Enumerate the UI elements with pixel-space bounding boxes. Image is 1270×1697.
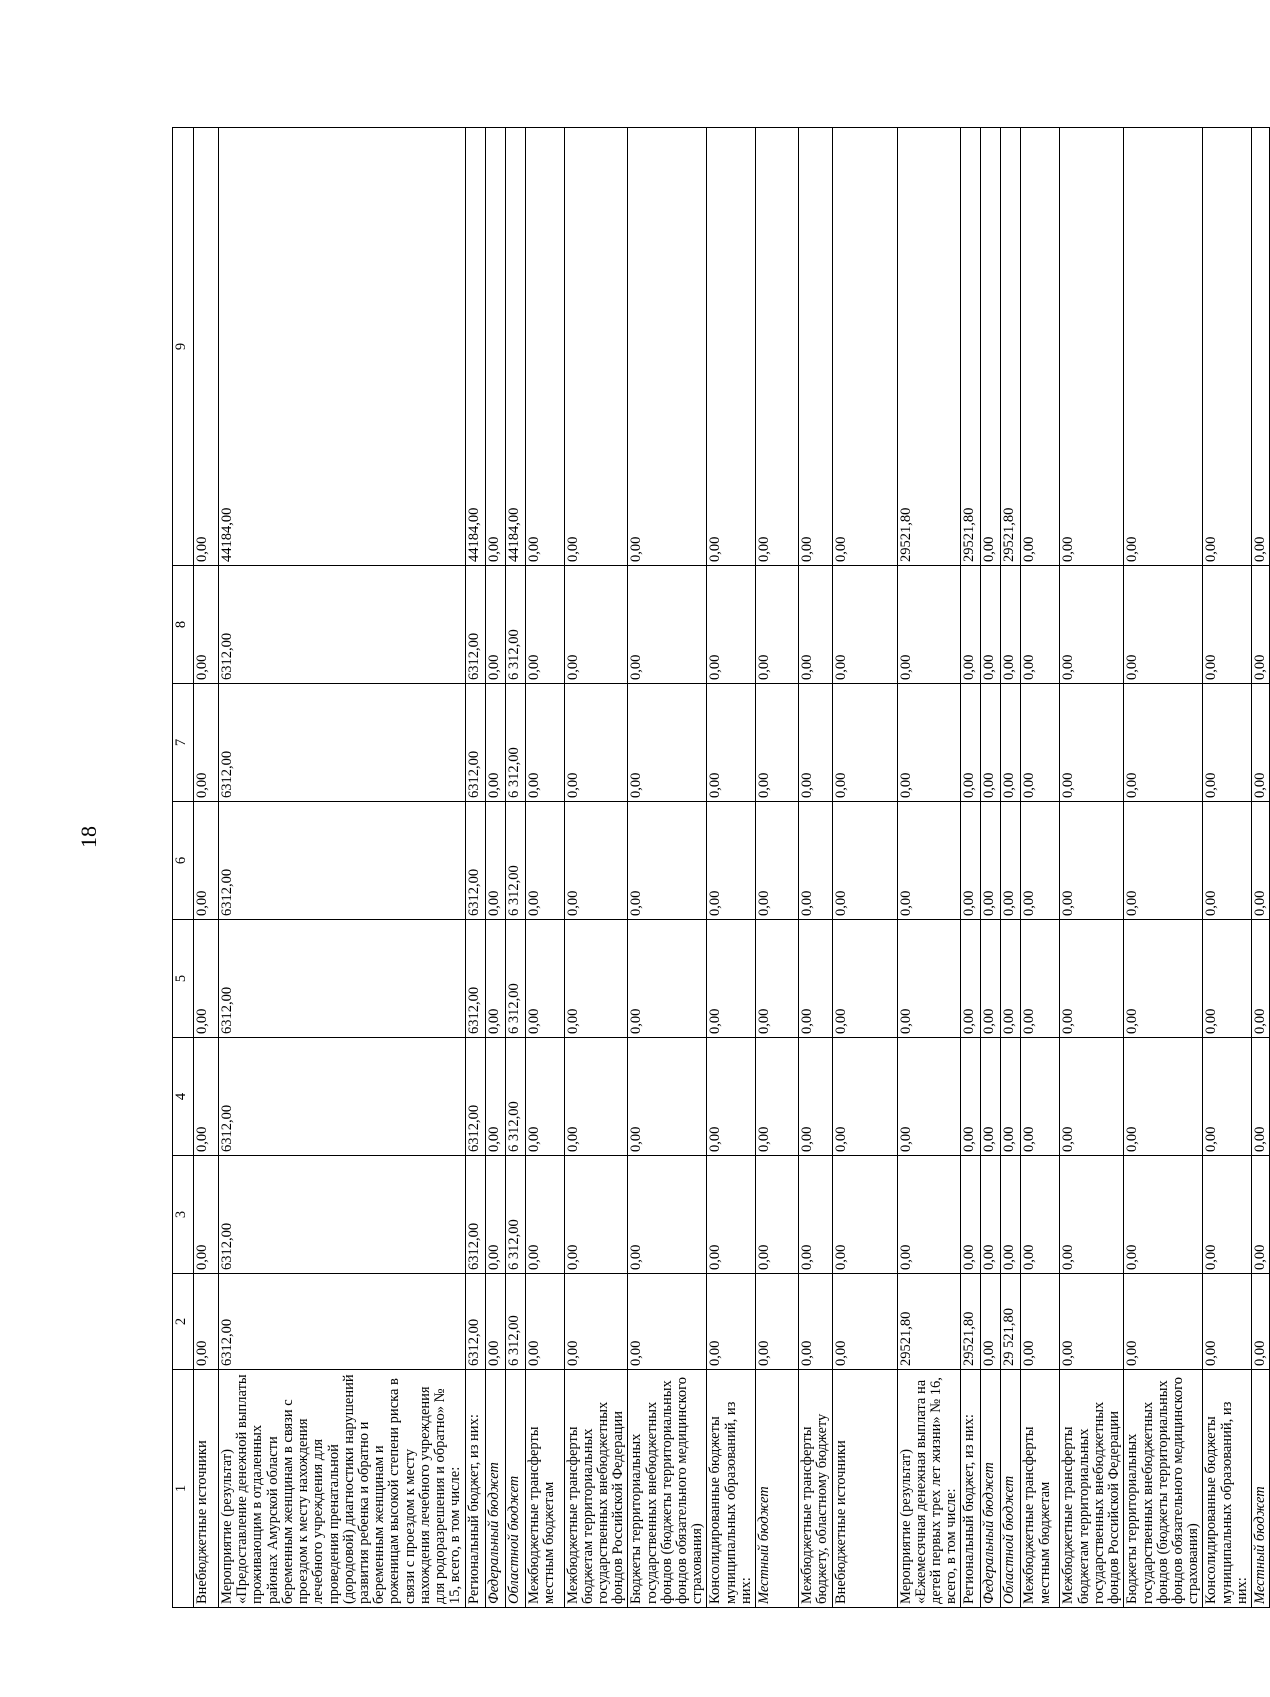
value-cell: 0,00 [1021,1274,1060,1370]
value-cell: 6 312,00 [505,1156,525,1274]
value-cell: 0,00 [897,684,961,802]
value-cell: 6312,00 [465,1274,485,1370]
table-row [525,128,564,1608]
row-label: Межбюджетные трансферты бюджету, областному бюджету [799,1370,832,1608]
value-cell: 6312,00 [219,920,466,1038]
value-cell: 0,00 [1203,1274,1252,1370]
value-cell: 6312,00 [219,1274,466,1370]
value-cell: 0,00 [707,1156,756,1274]
value-cell: 6312,00 [465,1038,485,1156]
value-cell: 0,00 [756,920,799,1038]
value-cell: 0,00 [981,1274,1001,1370]
value-cell: 0,00 [525,920,564,1038]
column-number: 8 [173,566,194,684]
value-cell: 0,00 [1021,1156,1060,1274]
value-cell: 0,00 [1252,128,1270,566]
table-row [564,128,628,1608]
row-label: Консолидированные бюджеты муниципальных образований, из них: [1203,1370,1252,1608]
row-label: Федеральный бюджет [981,1370,1001,1608]
value-cell: 0,00 [564,920,628,1038]
table-row [1203,128,1252,1608]
row-label: Региональный бюджет, из них: [465,1370,485,1608]
column-number: 9 [173,128,194,566]
column-number: 1 [173,1370,194,1608]
value-cell: 0,00 [1124,1156,1203,1274]
value-cell: 0,00 [525,1038,564,1156]
table-row [1060,128,1124,1608]
rotated-page-content [172,128,1269,1608]
value-cell: 0,00 [564,566,628,684]
value-cell: 0,00 [1021,566,1060,684]
value-cell: 6 312,00 [505,1038,525,1156]
value-cell: 0,00 [799,802,832,920]
table-row [799,128,832,1608]
value-cell: 0,00 [1060,1038,1124,1156]
value-cell: 0,00 [832,1274,897,1370]
value-cell: 0,00 [799,1156,832,1274]
value-cell: 0,00 [756,1156,799,1274]
value-cell: 0,00 [194,1038,219,1156]
column-number: 3 [173,1156,194,1274]
row-label: Межбюджетные трансферты бюджетам территориальных государственных внебюджетных фондов Российской Федерации [564,1370,628,1608]
column-number: 6 [173,802,194,920]
value-cell: 0,00 [1203,1038,1252,1156]
row-label: Мероприятие (результат) «Предоставление денежной выплаты проживающим в отдаленных районах Амурской области беременным женщинам в связи с проездом к месту нахождения лечебного учреждения для проведения пренатальной (дородовой) диагностики нарушений развития ребенка и обратно и беременным женщинам и роженицам высокой степени риска в связи с проездом к месту нахождения лечебного учреждения для родоразрешения и обратно» № 15, всего, в том числе: [219,1370,466,1608]
table-row [1021,128,1060,1608]
value-cell: 0,00 [485,1156,505,1274]
value-cell: 0,00 [1124,1038,1203,1156]
value-cell: 0,00 [897,920,961,1038]
value-cell: 0,00 [628,1274,707,1370]
row-label: Консолидированные бюджеты муниципальных образований, из них: [707,1370,756,1608]
table-row [505,128,525,1608]
value-cell: 0,00 [485,1038,505,1156]
value-cell: 0,00 [1203,802,1252,920]
row-label: Внебюджетные источники [194,1370,219,1608]
row-label: Областной бюджет [1001,1370,1021,1608]
value-cell: 0,00 [628,566,707,684]
table-row [756,128,799,1608]
value-cell: 0,00 [194,684,219,802]
value-cell: 0,00 [485,128,505,566]
value-cell: 0,00 [1060,920,1124,1038]
value-cell: 0,00 [981,802,1001,920]
value-cell: 29521,80 [897,1274,961,1370]
value-cell: 0,00 [707,684,756,802]
value-cell: 0,00 [1252,920,1270,1038]
value-cell: 0,00 [707,566,756,684]
value-cell: 6312,00 [219,566,466,684]
value-cell: 0,00 [799,684,832,802]
value-cell: 0,00 [485,920,505,1038]
value-cell: 0,00 [1021,128,1060,566]
value-cell: 0,00 [981,920,1001,1038]
value-cell: 0,00 [1021,802,1060,920]
value-cell: 0,00 [981,1156,1001,1274]
value-cell: 0,00 [194,920,219,1038]
value-cell: 0,00 [799,1038,832,1156]
value-cell: 0,00 [756,684,799,802]
value-cell: 0,00 [1060,128,1124,566]
value-cell: 0,00 [707,920,756,1038]
value-cell: 29521,80 [897,128,961,566]
value-cell: 29 521,80 [1001,1274,1021,1370]
value-cell: 0,00 [799,566,832,684]
value-cell: 0,00 [525,802,564,920]
value-cell: 0,00 [832,128,897,566]
value-cell: 6 312,00 [505,684,525,802]
value-cell: 0,00 [1060,802,1124,920]
value-cell: 0,00 [485,802,505,920]
value-cell: 0,00 [1124,920,1203,1038]
value-cell: 6 312,00 [505,920,525,1038]
value-cell: 0,00 [1021,920,1060,1038]
value-cell: 0,00 [897,1038,961,1156]
value-cell: 0,00 [194,802,219,920]
value-cell: 0,00 [832,1038,897,1156]
value-cell: 0,00 [1001,920,1021,1038]
value-cell: 0,00 [194,566,219,684]
value-cell: 0,00 [832,684,897,802]
value-cell: 44184,00 [219,128,466,566]
value-cell: 0,00 [897,802,961,920]
value-cell: 6312,00 [465,920,485,1038]
table-row [194,128,219,1608]
value-cell: 0,00 [799,1274,832,1370]
row-label: Бюджеты территориальных государственных внебюджетных фондов (бюджеты территориальных фондов обязательного медицинского страхования) [1124,1370,1203,1608]
value-cell: 0,00 [525,1156,564,1274]
value-cell: 0,00 [1124,802,1203,920]
value-cell: 0,00 [832,566,897,684]
value-cell: 0,00 [1203,920,1252,1038]
value-cell: 0,00 [961,1156,981,1274]
value-cell: 0,00 [756,566,799,684]
table-row [1001,128,1021,1608]
value-cell: 0,00 [756,1274,799,1370]
value-cell: 0,00 [564,1274,628,1370]
row-label: Межбюджетные трансферты местным бюджетам [1021,1370,1060,1608]
row-label: Межбюджетные трансферты бюджетам территориальных государственных внебюджетных фондов Российской Федерации [1060,1370,1124,1608]
value-cell: 0,00 [485,1274,505,1370]
value-cell: 0,00 [628,1156,707,1274]
table-row [485,128,505,1608]
value-cell: 6 312,00 [505,566,525,684]
value-cell: 6 312,00 [505,802,525,920]
table-row [1124,128,1203,1608]
value-cell: 0,00 [194,1156,219,1274]
value-cell: 0,00 [756,802,799,920]
table-row [1252,128,1270,1608]
row-label: Местный бюджет [1252,1370,1270,1608]
value-cell: 0,00 [628,128,707,566]
value-cell: 0,00 [1203,566,1252,684]
row-label: Мероприятие (результат) «Ежемесячная денежная выплата на детей первых трех лет жизни» № 16, всего, в том числе: [897,1370,961,1608]
value-cell: 0,00 [485,566,505,684]
value-cell: 0,00 [981,684,1001,802]
value-cell: 0,00 [1060,566,1124,684]
value-cell: 6 312,00 [505,1274,525,1370]
table-row [707,128,756,1608]
value-cell: 6312,00 [465,684,485,802]
value-cell: 0,00 [1001,1038,1021,1156]
value-cell: 0,00 [1060,684,1124,802]
value-cell: 0,00 [981,1038,1001,1156]
value-cell: 6312,00 [465,802,485,920]
value-cell: 0,00 [1252,802,1270,920]
value-cell: 0,00 [1203,128,1252,566]
value-cell: 44184,00 [505,128,525,566]
table-row [465,128,485,1608]
value-cell: 0,00 [525,1274,564,1370]
value-cell: 44184,00 [465,128,485,566]
value-cell: 0,00 [961,566,981,684]
value-cell: 0,00 [1001,566,1021,684]
table-row [832,128,897,1608]
value-cell: 0,00 [525,128,564,566]
value-cell: 29521,80 [961,128,981,566]
value-cell: 0,00 [194,128,219,566]
value-cell: 29521,80 [961,1274,981,1370]
value-cell: 0,00 [525,684,564,802]
value-cell: 6312,00 [219,1156,466,1274]
value-cell: 0,00 [961,684,981,802]
value-cell: 0,00 [564,1038,628,1156]
value-cell: 6312,00 [219,802,466,920]
value-cell: 0,00 [1252,1274,1270,1370]
value-cell: 0,00 [1124,684,1203,802]
value-cell: 0,00 [897,566,961,684]
row-label: Местный бюджет [756,1370,799,1608]
table-row [897,128,961,1608]
value-cell: 0,00 [194,1274,219,1370]
value-cell: 0,00 [1203,1156,1252,1274]
column-number: 4 [173,1038,194,1156]
table-row [628,128,707,1608]
value-cell: 0,00 [564,802,628,920]
value-cell: 0,00 [1001,684,1021,802]
value-cell: 0,00 [628,920,707,1038]
column-number: 5 [173,920,194,1038]
budget-table [172,127,1270,1608]
value-cell: 0,00 [525,566,564,684]
value-cell: 0,00 [961,802,981,920]
value-cell: 0,00 [1060,1156,1124,1274]
value-cell: 0,00 [832,1156,897,1274]
value-cell: 0,00 [1021,1038,1060,1156]
row-label: Региональный бюджет, из них: [961,1370,981,1608]
value-cell: 0,00 [564,1156,628,1274]
table-row [981,128,1001,1608]
row-label: Областной бюджет [505,1370,525,1608]
value-cell: 0,00 [707,128,756,566]
value-cell: 6312,00 [465,1156,485,1274]
value-cell: 0,00 [628,1038,707,1156]
value-cell: 0,00 [1021,684,1060,802]
value-cell: 0,00 [981,128,1001,566]
value-cell: 0,00 [1124,128,1203,566]
value-cell: 0,00 [1124,566,1203,684]
table-row [961,128,981,1608]
column-number: 2 [173,1274,194,1370]
value-cell: 0,00 [897,1156,961,1274]
value-cell: 0,00 [485,684,505,802]
value-cell: 0,00 [756,1038,799,1156]
value-cell: 0,00 [799,128,832,566]
value-cell: 29521,80 [1001,128,1021,566]
value-cell: 0,00 [1252,1156,1270,1274]
value-cell: 0,00 [832,920,897,1038]
value-cell: 0,00 [1203,684,1252,802]
table-row [219,128,466,1608]
row-label: Бюджеты территориальных государственных внебюджетных фондов (бюджеты территориальных фондов обязательного медицинского страхования) [628,1370,707,1608]
value-cell: 0,00 [961,1038,981,1156]
value-cell: 0,00 [707,1274,756,1370]
value-cell: 0,00 [1252,1038,1270,1156]
value-cell: 0,00 [961,920,981,1038]
value-cell: 0,00 [1252,566,1270,684]
value-cell: 0,00 [832,802,897,920]
value-cell: 0,00 [756,128,799,566]
page-number: 18 [76,826,101,848]
value-cell: 0,00 [981,566,1001,684]
value-cell: 0,00 [707,1038,756,1156]
value-cell: 0,00 [564,684,628,802]
value-cell: 6312,00 [465,566,485,684]
row-label: Внебюджетные источники [832,1370,897,1608]
value-cell: 0,00 [628,802,707,920]
value-cell: 0,00 [1001,1156,1021,1274]
row-label: Федеральный бюджет [485,1370,505,1608]
value-cell: 0,00 [1124,1274,1203,1370]
value-cell: 0,00 [628,684,707,802]
value-cell: 0,00 [799,920,832,1038]
value-cell: 0,00 [1001,802,1021,920]
column-number: 7 [173,684,194,802]
column-number-row [173,128,194,1608]
value-cell: 6312,00 [219,1038,466,1156]
value-cell: 0,00 [1060,1274,1124,1370]
row-label: Межбюджетные трансферты местным бюджетам [525,1370,564,1608]
value-cell: 0,00 [707,802,756,920]
value-cell: 0,00 [1252,684,1270,802]
value-cell: 0,00 [564,128,628,566]
value-cell: 6312,00 [219,684,466,802]
